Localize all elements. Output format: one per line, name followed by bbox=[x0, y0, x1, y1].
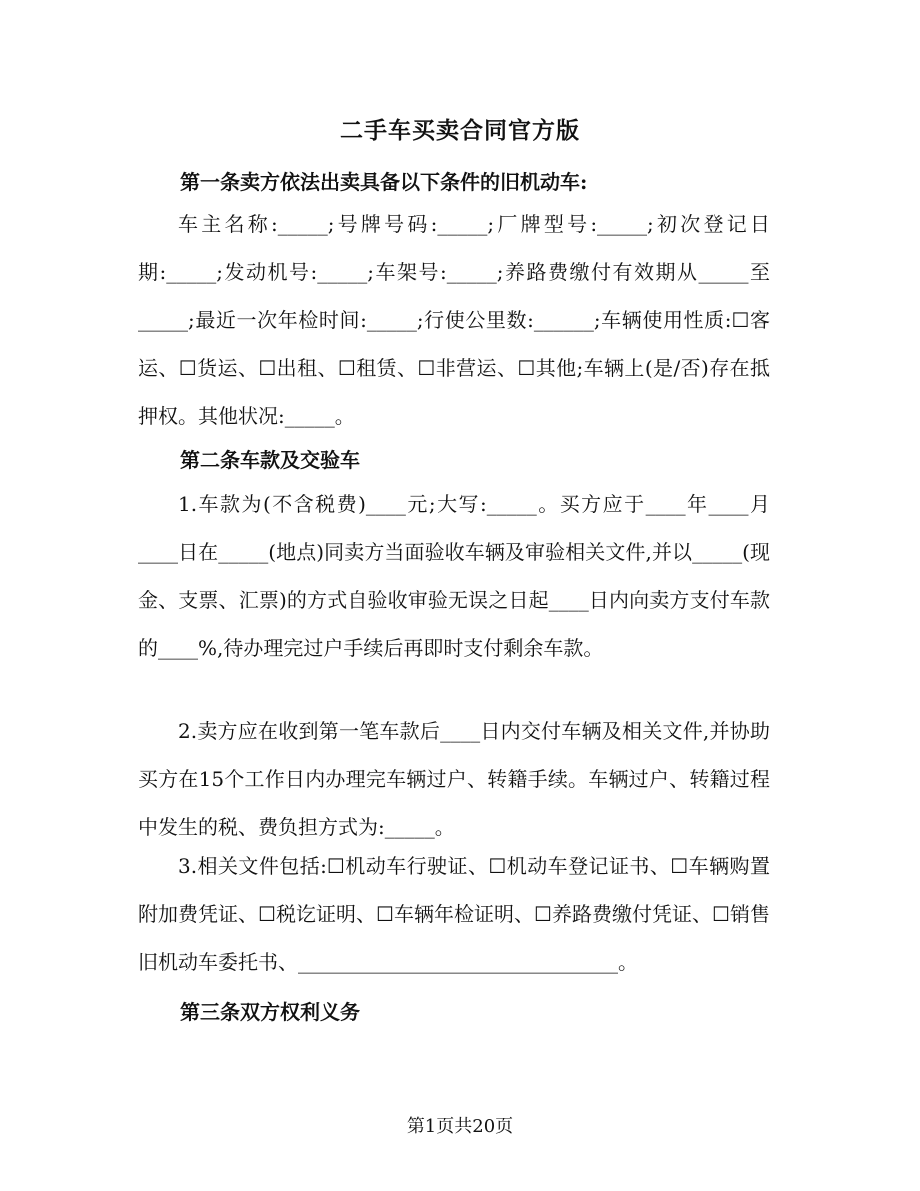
article-1-body: 车主名称:_____;号牌号码:_____;厂牌型号:_____;初次登记日期:_____;发动机号:_____;车架号:_____;养路费缴付有效期从_____至_____;最近一次年检时间:_____;行使公里数:______;车辆使用性质:☐客运、☐货运、☐出租、☐租赁、☐非营运、☐其他;车辆上(是/否)存在抵押权。其他状况:_____。 bbox=[138, 212, 770, 428]
page-number: 第1页共20页 bbox=[406, 1116, 514, 1137]
document-title: 二手车买卖合同官方版 bbox=[340, 117, 580, 144]
article-1-heading: 第一条卖方依法出卖具备以下条件的旧机动车: bbox=[180, 170, 588, 194]
article-2-heading: 第二条车款及交验车 bbox=[180, 448, 360, 472]
article-2-item-3: 3.相关文件包括:☐机动车行驶证、☐机动车登记证书、☐车辆购置附加费凭证、☐税讫证明、☐车辆年检证明、☐养路费缴付凭证、☐销售旧机动车委托书、________________________________。 bbox=[138, 854, 770, 974]
article-2-item-2: 2.卖方应在收到第一笔车款后____日内交付车辆及相关文件,并协助买方在15个工作日内办理完车辆过户、转籍手续。车辆过户、转籍过程中发生的税、费负担方式为:_____。 bbox=[138, 719, 770, 839]
article-3-heading: 第三条双方权利义务 bbox=[180, 1000, 360, 1024]
article-2-item-1: 1.车款为(不含税费)____元;大写:_____。买方应于____年____月____日在_____(地点)同卖方当面验收车辆及审验相关文件,并以_____(现金、支票、汇票)的方式自验收审验无误之日起____日内向卖方支付车款的____%,待办理完过户手续后再即时支付剩余车款。 bbox=[138, 492, 770, 660]
